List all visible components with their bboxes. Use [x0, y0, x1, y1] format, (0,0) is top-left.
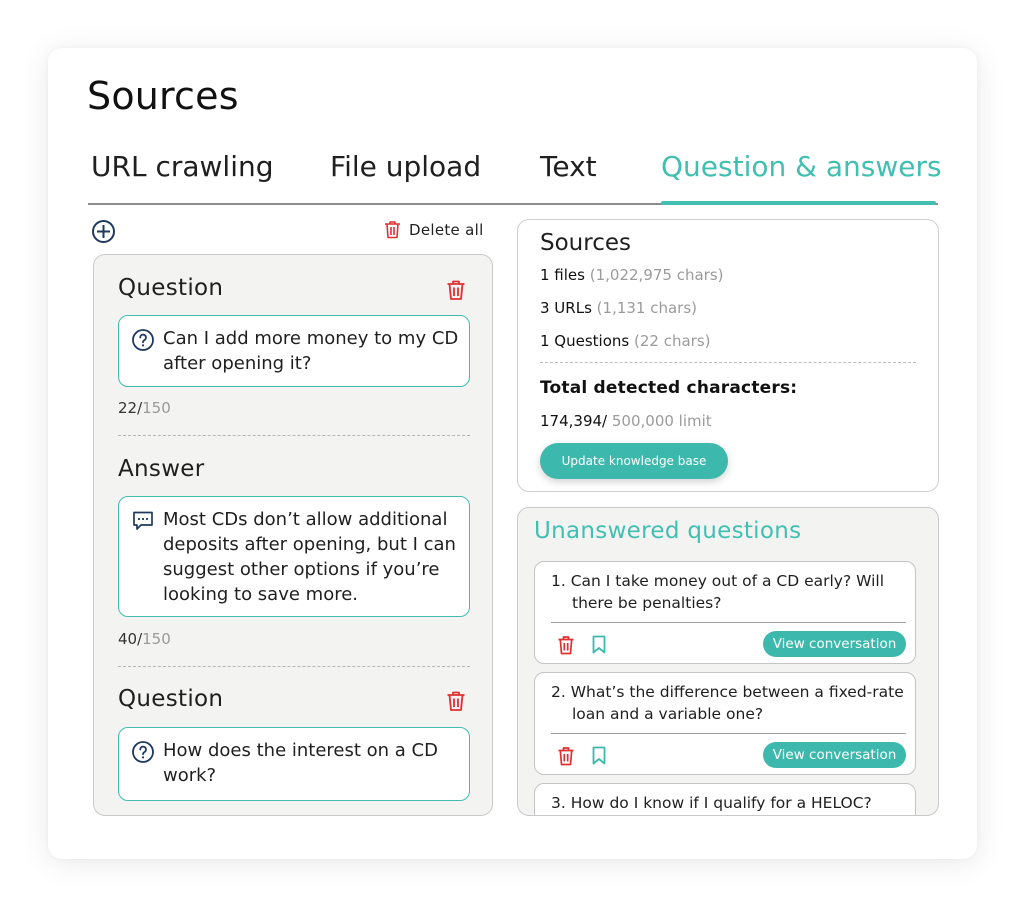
question-text: 3. How do I know if I qualify for a HELOC?	[551, 794, 872, 812]
update-knowledge-base-button[interactable]: Update knowledge base	[540, 443, 728, 479]
sources-summary-title: Sources	[540, 230, 631, 256]
trash-icon	[384, 220, 401, 239]
view-conversation-button[interactable]: View conversation	[763, 631, 906, 657]
tab-file-upload[interactable]: File upload	[330, 150, 482, 183]
sources-summary-panel	[517, 219, 939, 492]
total-characters-label: Total detected characters:	[540, 378, 798, 398]
divider	[551, 622, 906, 623]
trash-icon[interactable]	[446, 279, 466, 301]
plus-icon	[96, 224, 111, 239]
unanswered-question-item	[534, 672, 916, 775]
trash-icon[interactable]	[557, 635, 575, 655]
question-text: How does the interest on a CD work?	[163, 740, 438, 786]
answer-text: Most CDs don’t allow additional deposits after opening, but I can suggest other options if you’re looking to save more.	[163, 509, 456, 605]
trash-icon[interactable]	[557, 746, 575, 766]
bookmark-icon[interactable]	[592, 635, 606, 654]
tab-text[interactable]: Text	[540, 150, 597, 183]
urls-count: 3 URLs (1,131 chars)	[540, 299, 698, 317]
question-text: 1. Can I take money out of a CD early? Will there be penalties?	[551, 572, 885, 612]
trash-icon[interactable]	[446, 690, 466, 712]
question-circle-icon	[131, 328, 155, 352]
question-text: Can I add more money to my CD after opening it?	[163, 328, 459, 374]
questions-count: 1 Questions (22 chars)	[540, 332, 711, 350]
unanswered-question-item	[534, 561, 916, 664]
unanswered-question-item	[534, 783, 916, 816]
total-characters-value: 174,394/ 500,000 limit	[540, 412, 712, 430]
question-text: 2. What’s the difference between a fixed-rate loan and a variable one?	[551, 683, 904, 723]
delete-all-button[interactable]	[384, 220, 484, 239]
unanswered-questions-panel	[517, 507, 939, 816]
divider	[551, 733, 906, 734]
chat-bubble-icon	[131, 509, 155, 533]
question-field[interactable]	[118, 727, 470, 801]
char-counter: 40/150	[118, 630, 171, 648]
divider	[118, 666, 470, 667]
files-count: 1 files (1,022,975 chars)	[540, 266, 724, 284]
question-field[interactable]	[118, 315, 470, 387]
question-label: Question	[118, 275, 224, 301]
question-label: Question	[118, 686, 224, 712]
delete-all-label: Delete all	[409, 220, 484, 239]
question-circle-icon	[131, 740, 155, 764]
add-qa-button[interactable]	[92, 220, 115, 243]
page-title: Sources	[87, 74, 239, 118]
answer-label: Answer	[118, 456, 205, 482]
divider	[540, 362, 916, 363]
tab-url-crawling[interactable]: URL crawling	[91, 150, 274, 183]
view-conversation-button[interactable]: View conversation	[763, 742, 906, 768]
tab-question-answers[interactable]: Question & answers	[661, 150, 942, 183]
answer-field[interactable]	[118, 496, 470, 617]
active-tab-indicator	[661, 201, 936, 205]
char-counter: 22/150	[118, 399, 171, 417]
qa-panel	[93, 254, 493, 816]
divider	[118, 435, 470, 436]
unanswered-questions-title: Unanswered questions	[534, 518, 802, 544]
bookmark-icon[interactable]	[592, 746, 606, 765]
